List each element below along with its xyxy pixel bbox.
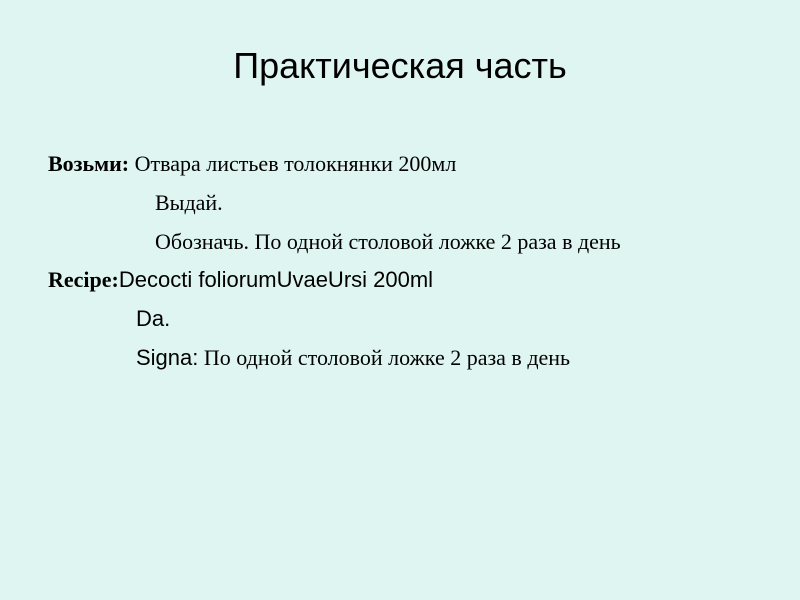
ru-recipe-label: Возьми: bbox=[48, 151, 130, 176]
la-recipe-text: Decocti foliorumUvaeUrsi 200ml bbox=[118, 267, 434, 292]
la-recipe-label: Recipe: bbox=[48, 267, 119, 292]
la-signa-label: Signa: bbox=[136, 345, 199, 370]
ru-recipe-text: Отвара листьев толокнянки 200мл bbox=[134, 151, 457, 176]
ru-signa-line: Обозначь. По одной столовой ложке 2 раза в день bbox=[155, 229, 621, 254]
ru-recipe-line bbox=[48, 150, 456, 178]
la-signa-text: По одной столовой ложке 2 раза в день bbox=[203, 345, 571, 370]
la-recipe-line bbox=[48, 266, 433, 294]
slide-title: Практическая часть bbox=[233, 45, 567, 86]
la-give-line: Da. bbox=[136, 306, 171, 331]
la-signa-line bbox=[136, 344, 570, 372]
ru-give-line: Выдай. bbox=[155, 190, 223, 215]
